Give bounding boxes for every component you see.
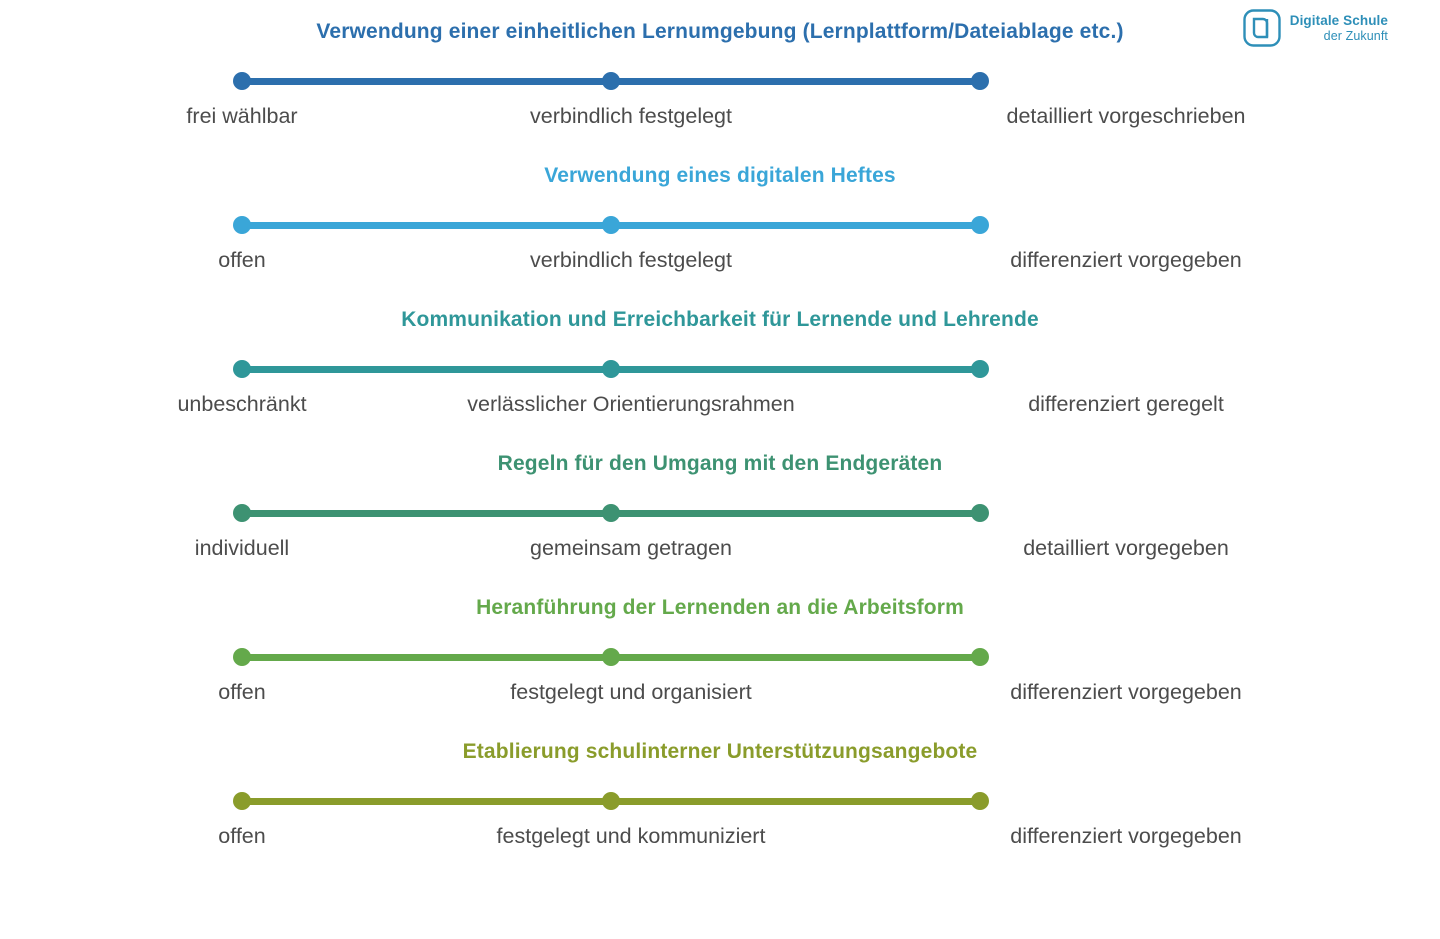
scale-marker-mid xyxy=(602,504,620,522)
scale-labels xyxy=(0,824,1440,858)
scale-marker-mid xyxy=(602,72,620,90)
scale-list xyxy=(0,18,1440,882)
scale-axis-wrap xyxy=(0,780,1440,824)
scale-axis-wrap xyxy=(0,636,1440,680)
scale-block xyxy=(0,738,1440,882)
scale-marker-right xyxy=(971,792,989,810)
scale-labels xyxy=(0,680,1440,714)
scale-label-left: offen xyxy=(218,680,266,704)
scale-marker-right xyxy=(971,72,989,90)
scale-marker-left xyxy=(233,360,251,378)
logo-line-1: Digitale Schule xyxy=(1289,13,1388,29)
scale-label-mid: festgelegt und kommuniziert xyxy=(496,824,766,848)
scale-label-right: detailliert vorgegeben xyxy=(1023,536,1229,560)
scale-marker-mid xyxy=(602,648,620,666)
scale-label-mid: verbindlich festgelegt xyxy=(530,104,732,128)
scale-marker-right xyxy=(971,648,989,666)
logo-line-2: der Zukunft xyxy=(1323,28,1388,43)
scale-marker-mid xyxy=(602,792,620,810)
scale-label-left: individuell xyxy=(194,536,290,560)
scale-axis-wrap xyxy=(0,204,1440,248)
scale-title: Verwendung einer einheitlichen Lernumgebung (Lernplattform/Dateiablage etc.) xyxy=(316,20,1124,43)
scale-label-mid: gemeinsam getragen xyxy=(530,536,732,560)
scale-label-mid: verlässlicher Orientierungsrahmen xyxy=(467,392,795,416)
scale-marker-left xyxy=(233,216,251,234)
scale-marker-left xyxy=(233,648,251,666)
scale-labels xyxy=(0,104,1440,138)
scale-marker-left xyxy=(233,72,251,90)
scale-title: Regeln für den Umgang mit den Endgeräten xyxy=(497,452,943,475)
scale-labels xyxy=(0,392,1440,426)
scale-label-left: unbeschränkt xyxy=(177,392,307,416)
scale-axis-wrap xyxy=(0,348,1440,392)
scale-marker-right xyxy=(971,504,989,522)
scale-labels xyxy=(0,248,1440,282)
scale-block xyxy=(0,162,1440,306)
scale-label-left: offen xyxy=(218,824,266,848)
scale-title: Verwendung eines digitalen Heftes xyxy=(544,164,896,187)
scale-label-right: differenziert vorgegeben xyxy=(1010,824,1242,848)
scale-marker-mid xyxy=(602,360,620,378)
scale-label-right: differenziert vorgegeben xyxy=(1010,248,1242,272)
scale-marker-left xyxy=(233,792,251,810)
scale-label-mid: verbindlich festgelegt xyxy=(530,248,732,272)
scale-label-left: frei wählbar xyxy=(186,104,298,128)
scale-marker-mid xyxy=(602,216,620,234)
scale-title: Etablierung schulinterner Unterstützungsangebote xyxy=(462,740,978,763)
scale-title: Kommunikation und Erreichbarkeit für Lernende und Lehrende xyxy=(401,308,1039,331)
scale-label-right: differenziert vorgegeben xyxy=(1010,680,1242,704)
scale-marker-right xyxy=(971,360,989,378)
scale-block xyxy=(0,594,1440,738)
scale-block xyxy=(0,18,1440,162)
scale-label-right: detailliert vorgeschrieben xyxy=(1006,104,1246,128)
scale-labels xyxy=(0,536,1440,570)
scale-label-right: differenziert geregelt xyxy=(1028,392,1224,416)
scale-label-mid: festgelegt und organisiert xyxy=(510,680,752,704)
scale-marker-right xyxy=(971,216,989,234)
scale-block xyxy=(0,306,1440,450)
scale-axis-wrap xyxy=(0,60,1440,104)
scale-title: Heranführung der Lernenden an die Arbeitsform xyxy=(476,596,964,619)
scale-axis-wrap xyxy=(0,492,1440,536)
scale-block xyxy=(0,450,1440,594)
scale-label-left: offen xyxy=(218,248,266,272)
scale-marker-left xyxy=(233,504,251,522)
